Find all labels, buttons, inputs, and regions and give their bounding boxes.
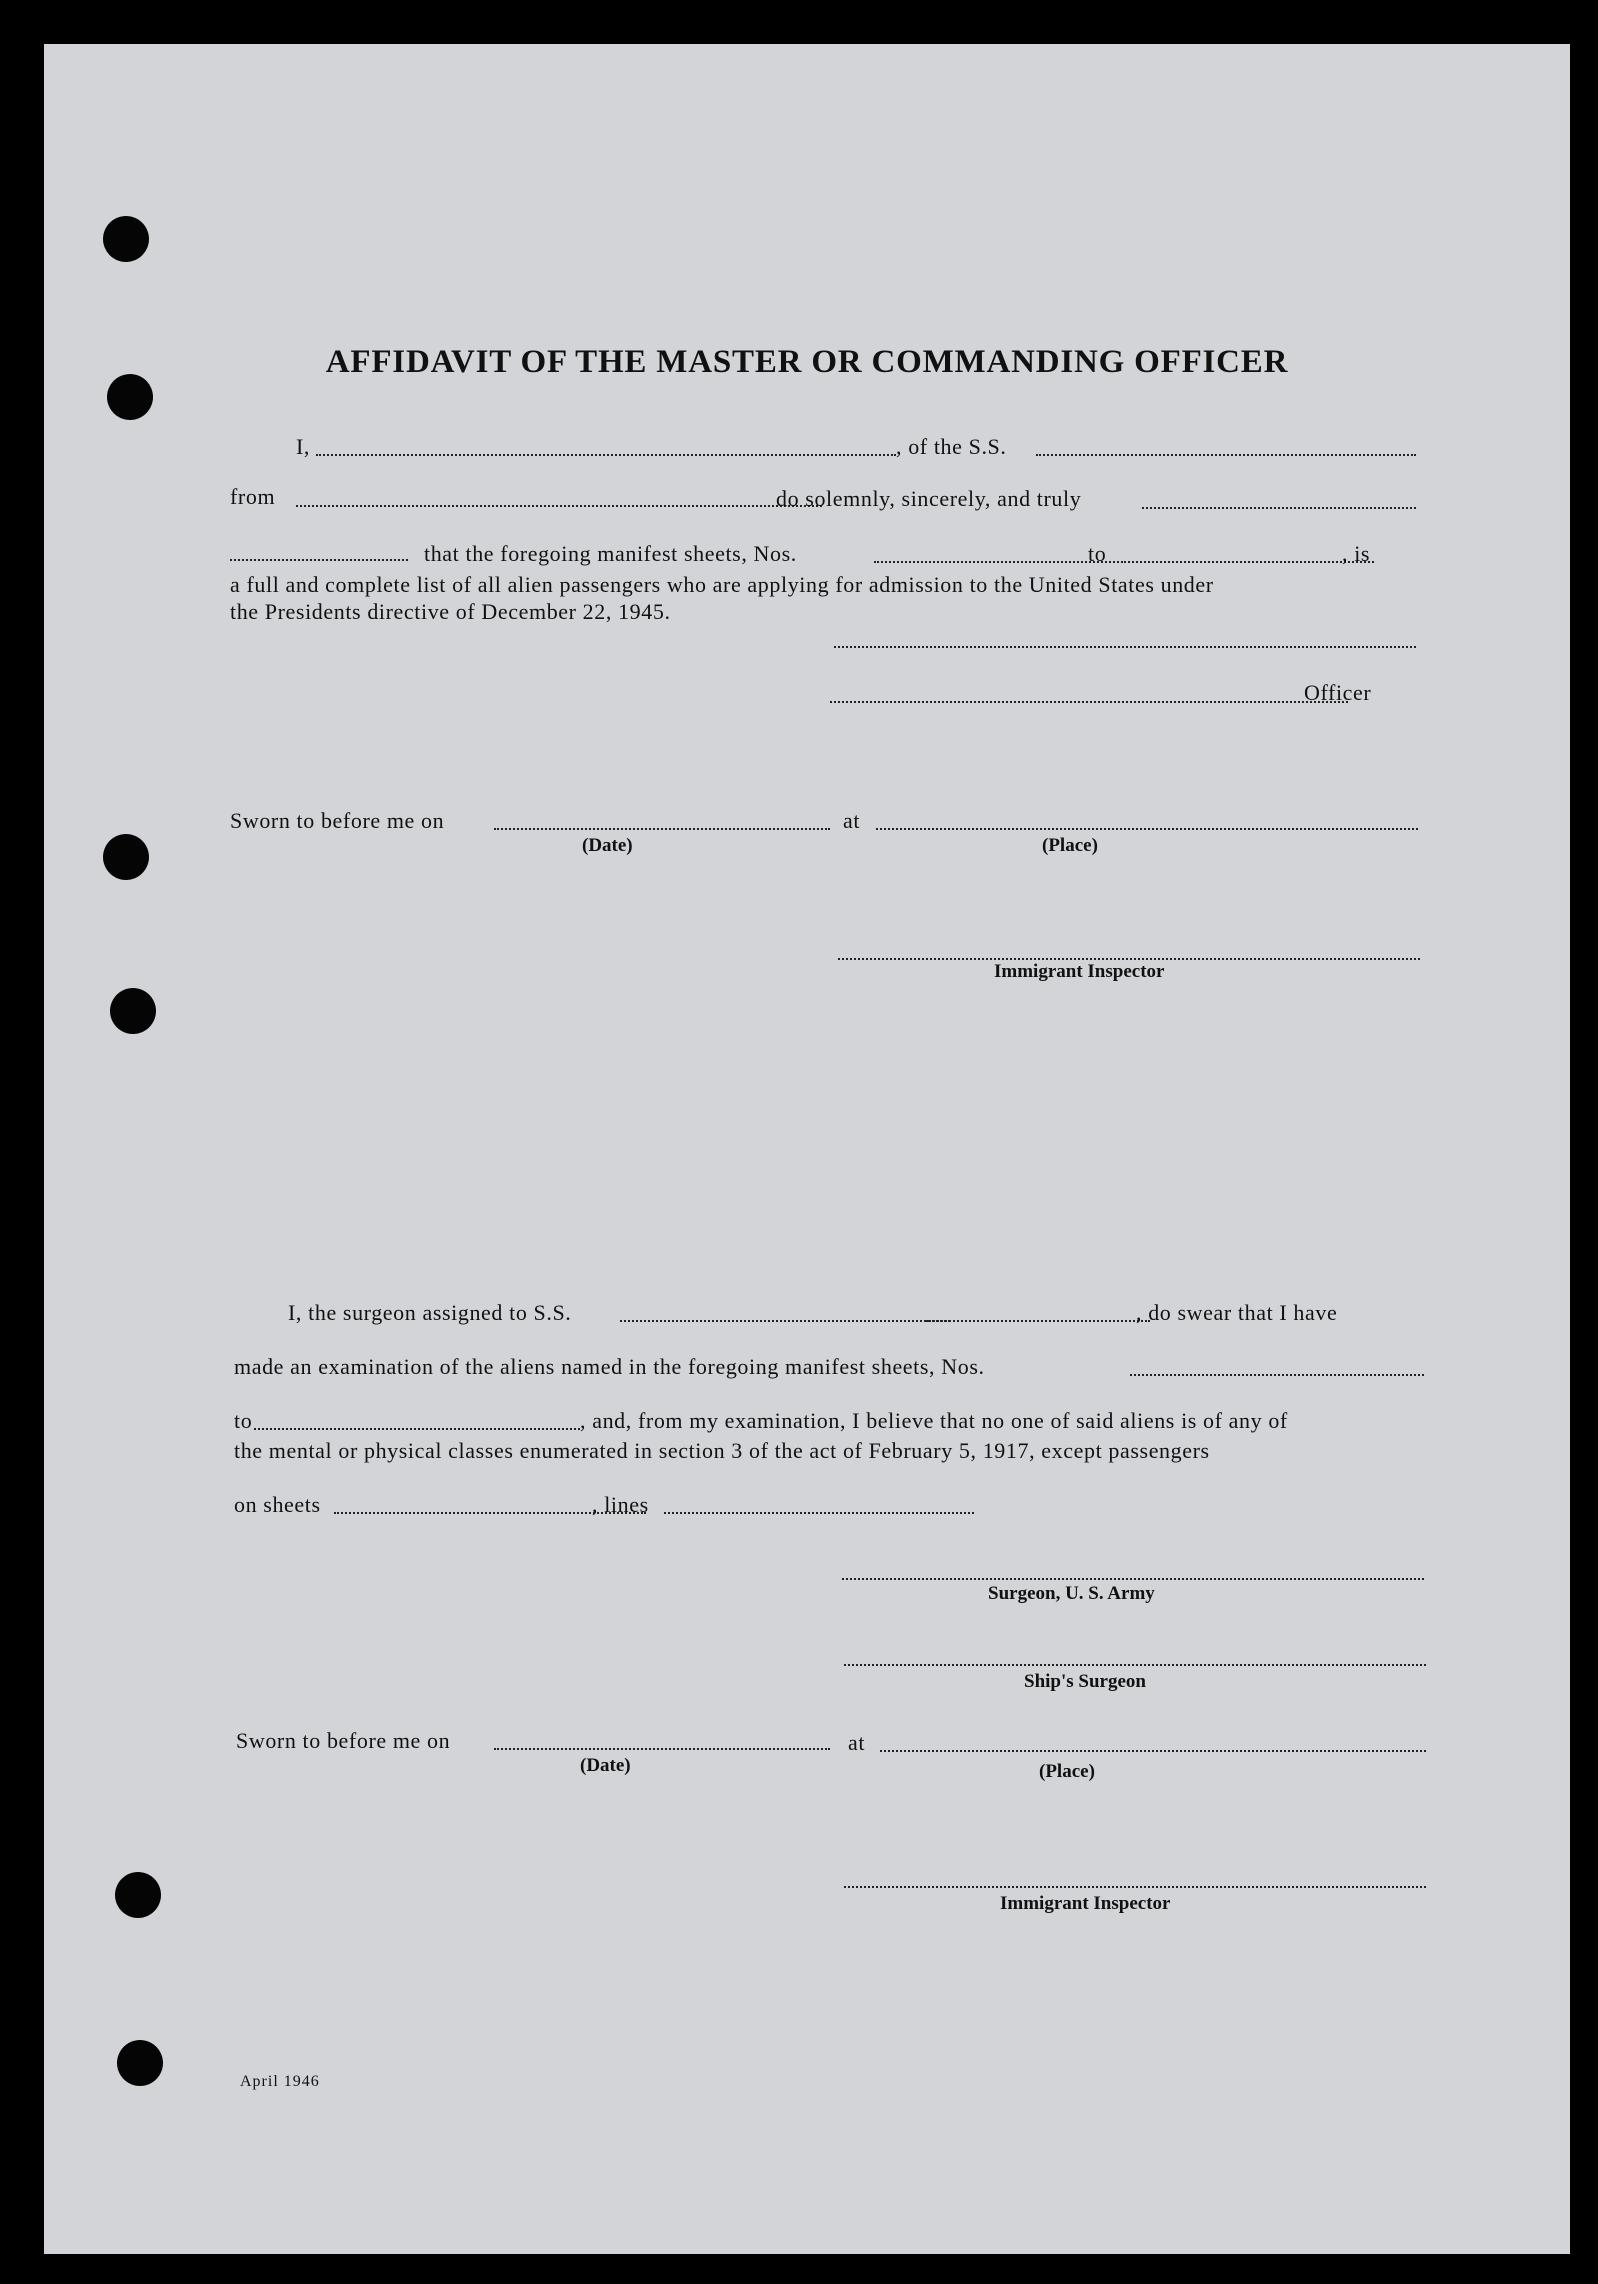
surgeon-classes-line: the mental or physical classes enumerated in section 3 of the act of February 5, 1917, except passengers <box>234 1438 1210 1463</box>
surgeon-inspector-signature-field[interactable] <box>844 1886 1426 1888</box>
army-surgeon-caption: Surgeon, U. S. Army <box>988 1583 1155 1604</box>
surgeon-sworn-place-field[interactable] <box>880 1750 1426 1752</box>
surgeon-sworn-label: Sworn to before me on <box>236 1728 451 1753</box>
ship-surgeon-caption: Ship's Surgeon <box>1024 1671 1146 1692</box>
master-i-label: I, <box>296 434 311 459</box>
surgeon-to-field[interactable] <box>254 1428 580 1430</box>
surgeon-inspector-caption: Immigrant Inspector <box>1000 1893 1171 1914</box>
master-sworn-date-field[interactable] <box>494 828 830 830</box>
surgeon-sworn-date-field[interactable] <box>494 1748 830 1750</box>
master-ship-field[interactable] <box>1036 454 1416 456</box>
punch-hole <box>103 834 149 880</box>
surgeon-date-caption: (Date) <box>580 1755 631 1776</box>
surgeon-ship-field-2[interactable] <box>926 1320 1150 1322</box>
officer-signature-field[interactable] <box>834 646 1416 648</box>
surgeon-assigned-label: I, the surgeon assigned to S.S. <box>288 1300 572 1325</box>
master-date-caption: (Date) <box>582 835 633 856</box>
form-sheet <box>44 44 1570 2254</box>
form-title: AFFIDAVIT OF THE MASTER OR COMMANDING OFFICER <box>325 344 1289 380</box>
master-from-field[interactable] <box>296 505 822 507</box>
master-from-label: from <box>230 484 276 509</box>
master-ss-label: , of the S.S. <box>896 434 1007 459</box>
master-inspector-caption: Immigrant Inspector <box>994 961 1165 982</box>
punch-hole <box>110 988 156 1034</box>
master-directive-line: the Presidents directive of December 22, 1945. <box>230 599 671 624</box>
surgeon-to-label: to <box>234 1408 253 1433</box>
master-name-field[interactable] <box>316 454 896 456</box>
master-inspector-signature-field[interactable] <box>838 958 1420 960</box>
master-sworn-label: Sworn to before me on <box>230 808 445 833</box>
surgeon-belief-line: , and, from my examination, I believe that no one of said aliens is of any of <box>580 1408 1288 1433</box>
punch-hole <box>107 374 153 420</box>
surgeon-exam-line: made an examination of the aliens named in the foregoing manifest sheets, Nos. <box>234 1354 985 1379</box>
master-statement-line: a full and complete list of all alien passengers who are applying for admission to the United States under <box>230 572 1214 597</box>
officer-name-field[interactable] <box>830 701 1348 703</box>
master-sworn-place-field[interactable] <box>876 828 1418 830</box>
surgeon-lines-field[interactable] <box>664 1512 974 1514</box>
master-affirm-field[interactable] <box>230 559 408 561</box>
master-place-caption: (Place) <box>1042 835 1098 856</box>
surgeon-lines-label: , lines <box>592 1492 649 1517</box>
punch-hole <box>103 216 149 262</box>
officer-label: Officer <box>1304 680 1372 705</box>
surgeon-nos-field[interactable] <box>1130 1374 1424 1376</box>
punch-hole <box>115 1872 161 1918</box>
master-nos-to-field[interactable] <box>1124 561 1374 563</box>
punch-hole <box>117 2040 163 2086</box>
surgeon-ship-field[interactable] <box>620 1320 950 1322</box>
master-at-label: at <box>843 808 861 833</box>
master-solemnly-label: do solemnly, sincerely, and truly <box>776 486 1082 511</box>
ship-surgeon-signature-field[interactable] <box>844 1664 1426 1666</box>
surgeon-at-label: at <box>848 1730 866 1755</box>
army-surgeon-signature-field[interactable] <box>842 1578 1424 1580</box>
master-is-label: , is <box>1342 541 1371 566</box>
master-that-label: that the foregoing manifest sheets, Nos. <box>424 541 797 566</box>
master-to-label: to <box>1088 541 1107 566</box>
surgeon-swear-label: , do swear that I have <box>1136 1300 1338 1325</box>
master-solemnly-field[interactable] <box>1142 507 1416 509</box>
surgeon-place-caption: (Place) <box>1039 1761 1095 1782</box>
form-edition-date: April 1946 <box>240 2073 320 2090</box>
surgeon-onsheets-label: on sheets <box>234 1492 321 1517</box>
